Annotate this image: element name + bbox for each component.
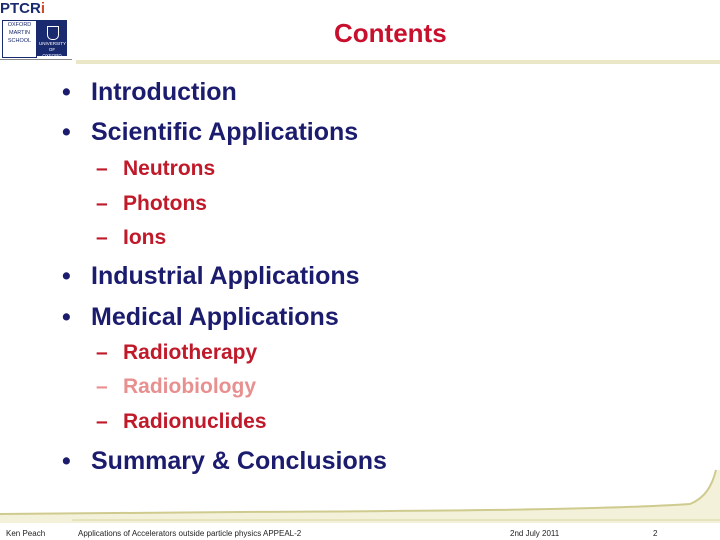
footer-talk-title: Applications of Accelerators outside particle physics APPEAL-2: [78, 529, 302, 538]
bullet-item: [62, 262, 360, 291]
sub-bullet-item: [96, 192, 207, 216]
sub-bullet-item: [96, 341, 257, 365]
bullet-marker: •: [62, 118, 71, 146]
footer-author: Ken Peach: [6, 529, 46, 538]
bullet-text: Industrial Applications: [91, 262, 360, 290]
slide-title: Contents: [334, 18, 447, 48]
bullet-item: [62, 78, 237, 107]
dash-marker: –: [96, 192, 108, 215]
dash-marker: –: [96, 226, 108, 249]
sub-bullet-text: Neutrons: [123, 157, 216, 180]
footer-swoosh: [0, 468, 720, 523]
bullet-marker: •: [62, 78, 71, 106]
sub-bullet-text: Photons: [123, 192, 207, 215]
logo-line: MARTIN: [9, 30, 30, 36]
bullet-text: Introduction: [91, 78, 237, 106]
ptcri-logo: PTCRi: [0, 0, 46, 17]
sub-bullet-text: Radiobiology: [123, 375, 256, 398]
footer-page-number: 2: [653, 529, 658, 538]
sub-bullet-item: [96, 157, 215, 181]
bullet-item: [62, 118, 358, 147]
bullet-text: Medical Applications: [91, 303, 339, 331]
sub-bullet-item: [96, 410, 267, 434]
sub-bullet-text: Ions: [123, 226, 167, 249]
logo-line: OXFORD: [42, 53, 62, 58]
footer-date: 2nd July 2011: [510, 529, 560, 538]
sub-bullet-text: Radionuclides: [123, 410, 267, 433]
bullet-marker: •: [62, 303, 71, 331]
dash-marker: –: [96, 157, 108, 180]
bullet-text: Summary & Conclusions: [91, 447, 387, 475]
bullet-marker: •: [62, 447, 71, 475]
sub-bullet-text: Radiotherapy: [123, 341, 258, 364]
logo-line: OXFORD: [7, 22, 32, 28]
dash-marker: –: [96, 341, 108, 364]
logo-line: SCHOOL: [7, 38, 32, 44]
sub-bullet-item: [96, 375, 256, 399]
bullet-marker: •: [62, 262, 71, 290]
dash-marker: –: [96, 410, 108, 433]
logo-line: UNIVERSITY OF: [39, 41, 67, 52]
bullet-item: [62, 303, 339, 332]
bullet-text: Scientific Applications: [91, 118, 359, 146]
sub-bullet-item: [96, 226, 166, 250]
dash-marker: –: [96, 375, 108, 398]
